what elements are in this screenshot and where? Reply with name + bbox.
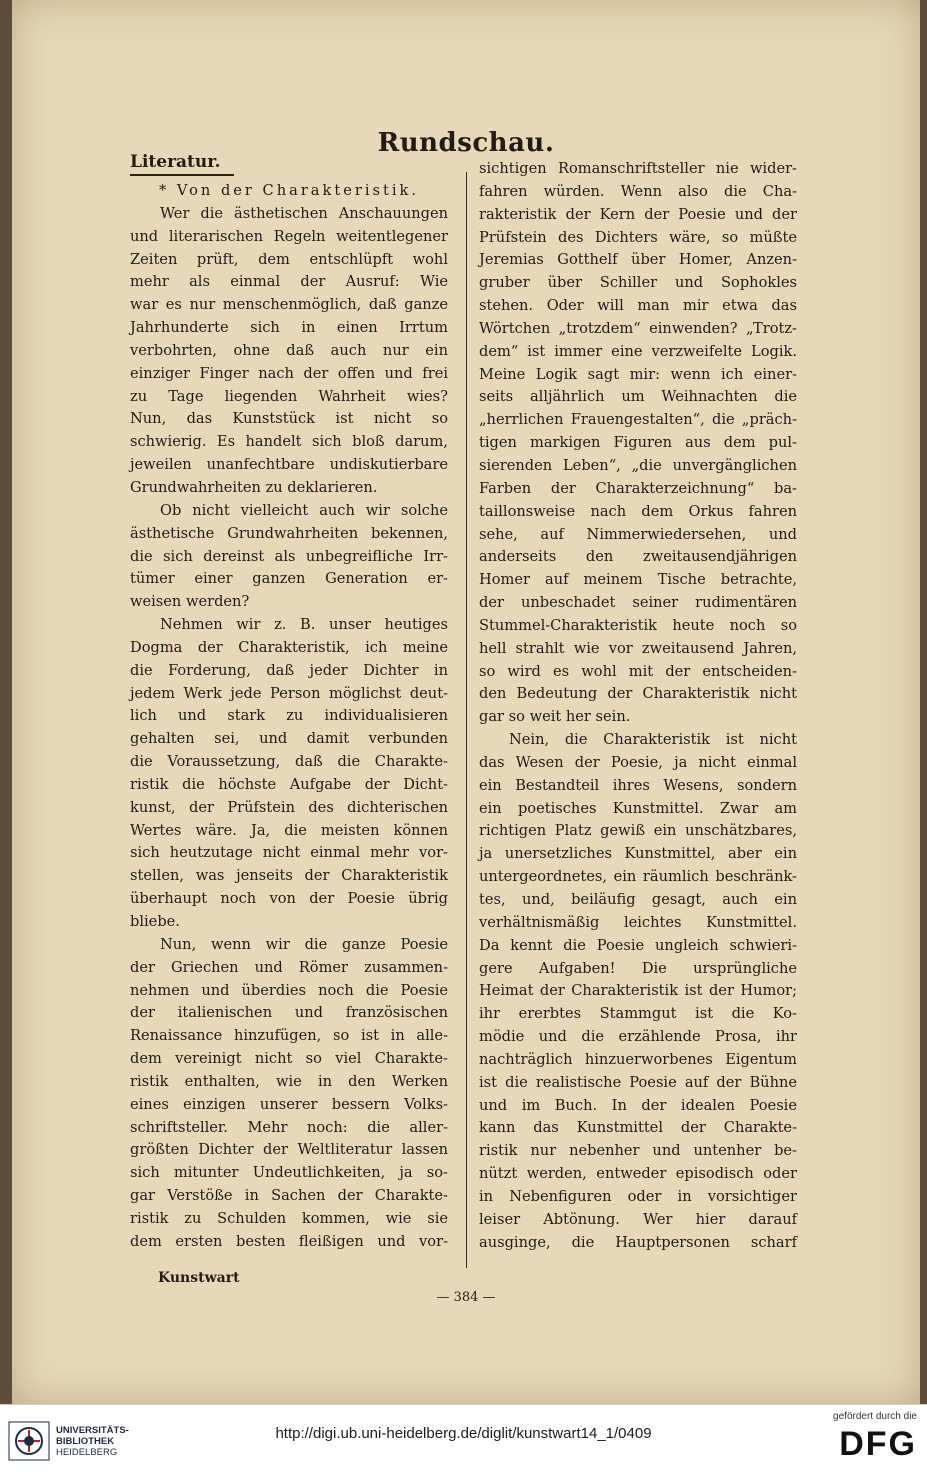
text-line: Grundwahrheiten zu deklarieren.	[130, 478, 378, 496]
dfg-logo: DFG	[839, 1425, 917, 1463]
text-line: Farben der Charakterzeichnung“ ba-	[479, 479, 797, 497]
library-name-line1: UNIVERSITÄTS-	[56, 1425, 129, 1436]
text-line: Dogma der Charakteristik, ich meine	[130, 638, 448, 656]
text-line: weisen werden?	[130, 593, 250, 611]
text-line: Zeiten prüft, dem entschlüpft wohl	[130, 250, 448, 268]
text-line: die Voraussetzung, daß die Charakte-	[130, 753, 448, 771]
text-line: zu Tage liegenden Wahrheit wies?	[130, 387, 448, 405]
text-line: eines einzigen unserer bessern Volks-	[130, 1095, 448, 1113]
text-line: tigen markigen Figuren aus dem pul-	[479, 434, 797, 452]
text-line: anderseits den zweitausendjährigen	[479, 548, 797, 566]
text-line: stellen, was jenseits der Charakteristik	[130, 867, 448, 885]
page-number: — 384 —	[436, 1290, 496, 1305]
text-line: Heimat der Charakteristik ist der Humor;	[479, 982, 797, 1000]
text-line: leiser Abtönung. Wer hier darauf	[479, 1210, 797, 1228]
text-line: sehe, auf Nimmerwiedersehen, und	[479, 525, 797, 543]
text-line: dem“ ist immer eine verzweifelte Logik.	[479, 342, 797, 360]
text-line: mödie und die erzählende Prosa, ihr	[479, 1028, 797, 1046]
text-line: rakteristik der Kern der Poesie und der	[479, 205, 797, 223]
permalink-url[interactable]: http://digi.ub.uni-heidelberg.de/diglit/kunstwart14_1/0409	[275, 1425, 652, 1442]
text-line: ristik die höchste Aufgabe der Dicht-	[130, 775, 448, 793]
text-line: mehr als einmal der Ausruf: Wie	[130, 273, 448, 291]
text-line: ihr ererbtes Stammgut ist die Ko-	[479, 1005, 797, 1023]
text-line: ein Bestandteil ihres Wesens, sondern	[479, 776, 797, 794]
text-line: dem ersten besten fleißigen und vor-	[130, 1232, 448, 1250]
text-line: ein poetisches Kunstmittel. Zwar am	[479, 799, 797, 817]
text-line: gehalten sei, und damit verbunden	[130, 730, 448, 748]
text-line: die Forderung, daß jeder Dichter in	[130, 661, 448, 679]
text-line: größten Dichter der Weltliteratur lassen	[130, 1141, 448, 1159]
section-heading: Literatur.	[130, 152, 221, 172]
text-line: schwierig. Es handelt sich bloß darum,	[130, 433, 448, 451]
text-line: Nun, das Kunststück ist nicht so	[130, 410, 448, 428]
text-line: seits alljährlich um Weihnachten die	[479, 388, 797, 406]
text-line: gere Aufgaben! Die ursprüngliche	[479, 959, 797, 977]
text-line: jedem Werk jede Person möglichst deut-	[130, 684, 448, 702]
text-line: ristik zu Schulden kommen, wie sie	[130, 1209, 448, 1227]
text-line: die sich dereinst als unbegreifliche Irr-	[130, 547, 448, 565]
text-line: taillonsweise nach dem Orkus fahren	[479, 502, 797, 520]
text-line: Stummel-Charakteristik heute noch so	[479, 616, 797, 634]
text-line: Meine Logik sagt mir: wenn ich einer-	[479, 365, 797, 383]
text-line: verhältnismäßig leichtes Kunstmittel.	[479, 913, 797, 931]
text-line: Homer auf meinem Tische betrachte,	[479, 571, 797, 589]
text-line: in Nebenfiguren oder in vorsichtiger	[479, 1187, 797, 1205]
text-line: bliebe.	[130, 913, 180, 930]
text-line: ausginge, die Hauptpersonen scharf	[479, 1233, 797, 1251]
text-line: nachträglich hinzuerworbenes Eigentum	[479, 1050, 797, 1068]
text-line: so wird es wohl mit der entscheiden-	[479, 662, 797, 680]
text-line: der Griechen und Römer zusammen-	[130, 958, 448, 976]
text-line: gar so weit her sein.	[479, 708, 631, 726]
text-line: Nehmen wir z. B. unser heutiges	[160, 616, 448, 634]
page-title: Rundschau.	[377, 128, 555, 158]
text-line: war es nur menschenmöglich, daß ganze	[130, 296, 448, 314]
text-line: sierenden Leben“, „die unvergänglichen	[479, 456, 797, 474]
text-line: hell strahlt wie vor zweitausend Jahren,	[479, 639, 797, 657]
text-line: Wörtchen „trotzdem“ einwenden? „Trotz-	[479, 319, 797, 337]
text-line: Wertes wäre. Ja, die meisten können	[130, 821, 448, 839]
text-line: und literarischen Regeln weitentlegener	[130, 227, 448, 245]
text-line: kann das Kunstmittel der Charakte-	[479, 1119, 797, 1137]
text-line: der italienischen und französischen	[130, 1004, 448, 1022]
text-line: den Bedeutung der Charakteristik nicht	[479, 685, 797, 703]
text-line: überhaupt noch von der Poesie übrig	[130, 890, 448, 908]
text-line: ja unersetzliches Kunstmittel, aber ein	[479, 845, 797, 863]
text-line: das Wesen der Poesie, ja nicht einmal	[479, 753, 797, 771]
text-line: sichtigen Romanschriftsteller nie wider-	[479, 160, 797, 177]
text-line: lich und stark zu individualisieren	[130, 707, 448, 725]
text-line: Prüfstein des Dichters wäre, so müßte	[479, 228, 797, 246]
text-line: Jahrhunderte sich in einen Irrtum	[130, 319, 448, 337]
text-line: stehen. Oder will man mir etwa das	[479, 297, 797, 315]
text-line: ästhetische Grundwahrheiten bekennen,	[130, 524, 448, 542]
scanned-page	[12, 0, 920, 1404]
text-line: nützt werden, entweder episodisch oder	[479, 1165, 797, 1183]
text-line: fahren würden. Wenn also die Cha-	[479, 182, 797, 200]
text-line: einziger Finger nach der offen und frei	[130, 364, 448, 382]
text-line: Ob nicht vielleicht auch wir solche	[160, 501, 448, 519]
column-divider	[466, 172, 467, 1268]
text-line: ristik nur nebenher und untenher be-	[479, 1142, 797, 1160]
text-line: Wer die ästhetischen Anschauungen	[160, 204, 448, 222]
library-name-line3: HEIDELBERG	[56, 1447, 118, 1458]
text-line: und im Buch. In der idealen Poesie	[479, 1096, 797, 1114]
text-line: untergeordnetes, ein räumlich beschränk-	[479, 868, 797, 886]
text-line: verbohrten, ohne daß auch nur ein	[130, 341, 448, 359]
text-line: sich mitunter Undeutlichkeiten, ja so-	[130, 1164, 448, 1182]
viewer-footer-bar	[0, 1404, 927, 1475]
funding-caption: gefördert durch die	[833, 1411, 917, 1422]
text-line: dem vereinigt nicht so viel Charakte-	[130, 1050, 448, 1068]
text-line: „herrlichen Frauengestalten“, die „präch-	[479, 411, 797, 429]
left-text-column	[130, 180, 448, 1254]
text-line: nehmen und überdies noch die Poesie	[130, 981, 448, 999]
text-line: Jeremias Gotthelf über Homer, Anzen-	[479, 251, 797, 269]
right-text-column	[479, 158, 797, 1255]
text-line: * Von der Charakteristik.	[159, 182, 419, 199]
text-line: schriftsteller. Mehr noch: die aller-	[130, 1118, 448, 1136]
text-line: der unbeschadet seiner rudimentären	[479, 594, 797, 612]
journal-name: Kunstwart	[158, 1270, 240, 1286]
section-underline	[130, 174, 234, 176]
text-line: gar Verstöße in Sachen der Charakte-	[130, 1187, 448, 1205]
text-line: jeweilen unanfechtbare undiskutierbare	[130, 456, 448, 474]
text-line: tes, und, beiläufig gesagt, auch ein	[479, 891, 797, 908]
text-line: gruber über Schiller und Sophokles	[479, 274, 797, 292]
text-line: ist die realistische Poesie auf der Bühne	[479, 1073, 797, 1091]
text-line: Da kennt die Poesie ungleich schwieri-	[479, 936, 797, 954]
funder-block[interactable]	[787, 1411, 917, 1471]
text-line: kunst, der Prüfstein des dichterischen	[130, 798, 448, 816]
text-line: sich heutzutage nicht einmal mehr vor-	[130, 844, 448, 862]
text-line: tümer einer ganzen Generation er-	[130, 570, 448, 588]
text-line: Nein, die Charakteristik ist nicht	[509, 731, 797, 749]
library-name-line2: BIBLIOTHEK	[56, 1436, 115, 1447]
text-line: ristik enthalten, wie in den Werken	[130, 1072, 448, 1090]
text-line: richtigen Platz gewiß ein unschätzbares,	[479, 822, 797, 840]
text-line: Nun, wenn wir die ganze Poesie	[160, 935, 448, 953]
text-line: Renaissance hinzufügen, so ist in alle-	[130, 1027, 448, 1045]
